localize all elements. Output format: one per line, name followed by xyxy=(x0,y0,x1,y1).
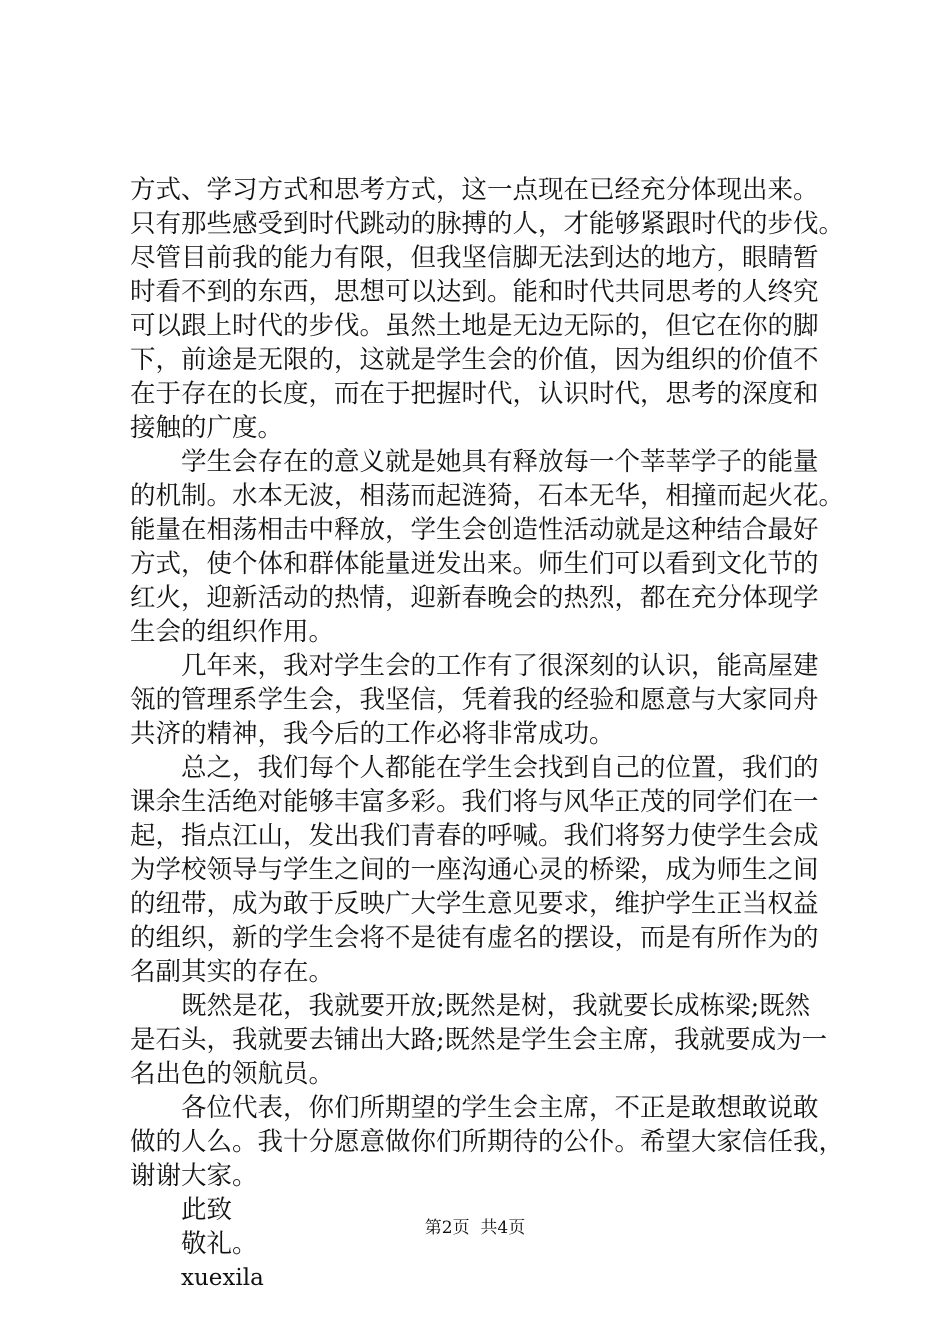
text-line: 共济的精神，我今后的工作必将非常成功。 xyxy=(130,719,615,749)
closing-regards: 敬礼。 xyxy=(181,1229,258,1259)
text-line: 在于存在的长度，而在于把握时代，认识时代，思考的深度和 xyxy=(130,379,819,409)
text-line: 名副其实的存在。 xyxy=(130,957,335,987)
page-footer xyxy=(0,1216,950,1240)
text-line: 的组织，新的学生会将不是徒有虚名的摆设，而是有所作为的 xyxy=(130,923,819,953)
closing-salutation: 此致 xyxy=(181,1195,233,1225)
paragraph-start-line: 各位代表，你们所期望的学生会主席，不正是敢想敢说敢 xyxy=(181,1093,819,1123)
text-line: 生会的组织作用。 xyxy=(130,617,335,647)
text-line: 时看不到的东西，思想可以达到。能和时代共同思考的人终究 xyxy=(130,277,819,307)
text-line: 做的人么。我十分愿意做你们所期待的公仆。希望大家信任我， xyxy=(130,1127,845,1157)
speech-body xyxy=(130,173,845,1295)
paragraph-start-line: 几年来，我对学生会的工作有了很深刻的认识，能高屋建 xyxy=(181,651,819,681)
text-line: 的纽带，成为敢于反映广大学生意见要求，维护学生正当权益 xyxy=(130,889,819,919)
text-line: 方式、学习方式和思考方式，这一点现在已经充分体现出来。 xyxy=(130,175,819,205)
text-line: 接触的广度。 xyxy=(130,413,284,443)
paragraph-start-line: 总之，我们每个人都能在学生会找到自己的位置，我们的 xyxy=(181,753,819,783)
paragraph-start-line: 学生会存在的意义就是她具有释放每一个莘莘学子的能量 xyxy=(181,447,819,477)
text-line: 红火，迎新活动的热情，迎新春晚会的热烈，都在充分体现学 xyxy=(130,583,819,613)
signature-text: xuexila xyxy=(181,1265,264,1291)
text-line: 可以跟上时代的步伐。虽然土地是无边无际的，但它在你的脚 xyxy=(130,311,819,341)
page-number-label: 第2页 共4页 xyxy=(424,1218,526,1238)
text-line: 课余生活绝对能够丰富多彩。我们将与风华正茂的同学们在一 xyxy=(130,787,819,817)
text-line: 瓴的管理系学生会，我坚信，凭着我的经验和愿意与大家同舟 xyxy=(130,685,819,715)
text-line: 的机制。水本无波，相荡而起涟猗，石本无华，相撞而起火花。 xyxy=(130,481,845,511)
text-line: 名出色的领航员。 xyxy=(130,1059,335,1089)
text-line: 只有那些感受到时代跳动的脉搏的人，才能够紧跟时代的步伐。 xyxy=(130,209,845,239)
text-line: 是石头，我就要去铺出大路;既然是学生会主席，我就要成为一 xyxy=(130,1025,828,1055)
text-line: 起，指点江山，发出我们青春的呼喊。我们将努力使学生会成 xyxy=(130,821,819,851)
text-line: 尽管目前我的能力有限，但我坚信脚无法到达的地方，眼睛暂 xyxy=(130,243,819,273)
text-line: 为学校领导与学生之间的一座沟通心灵的桥梁，成为师生之间 xyxy=(130,855,819,885)
text-line: 谢谢大家。 xyxy=(130,1161,258,1191)
text-line: 方式，使个体和群体能量迸发出来。师生们可以看到文化节的 xyxy=(130,549,819,579)
paragraph-start-line: 既然是花，我就要开放;既然是树，我就要长成栋梁;既然 xyxy=(181,991,811,1021)
text-line: 下，前途是无限的，这就是学生会的价值，因为组织的价值不 xyxy=(130,345,819,375)
text-line: 能量在相荡相击中释放，学生会创造性活动就是这种结合最好 xyxy=(130,515,819,545)
